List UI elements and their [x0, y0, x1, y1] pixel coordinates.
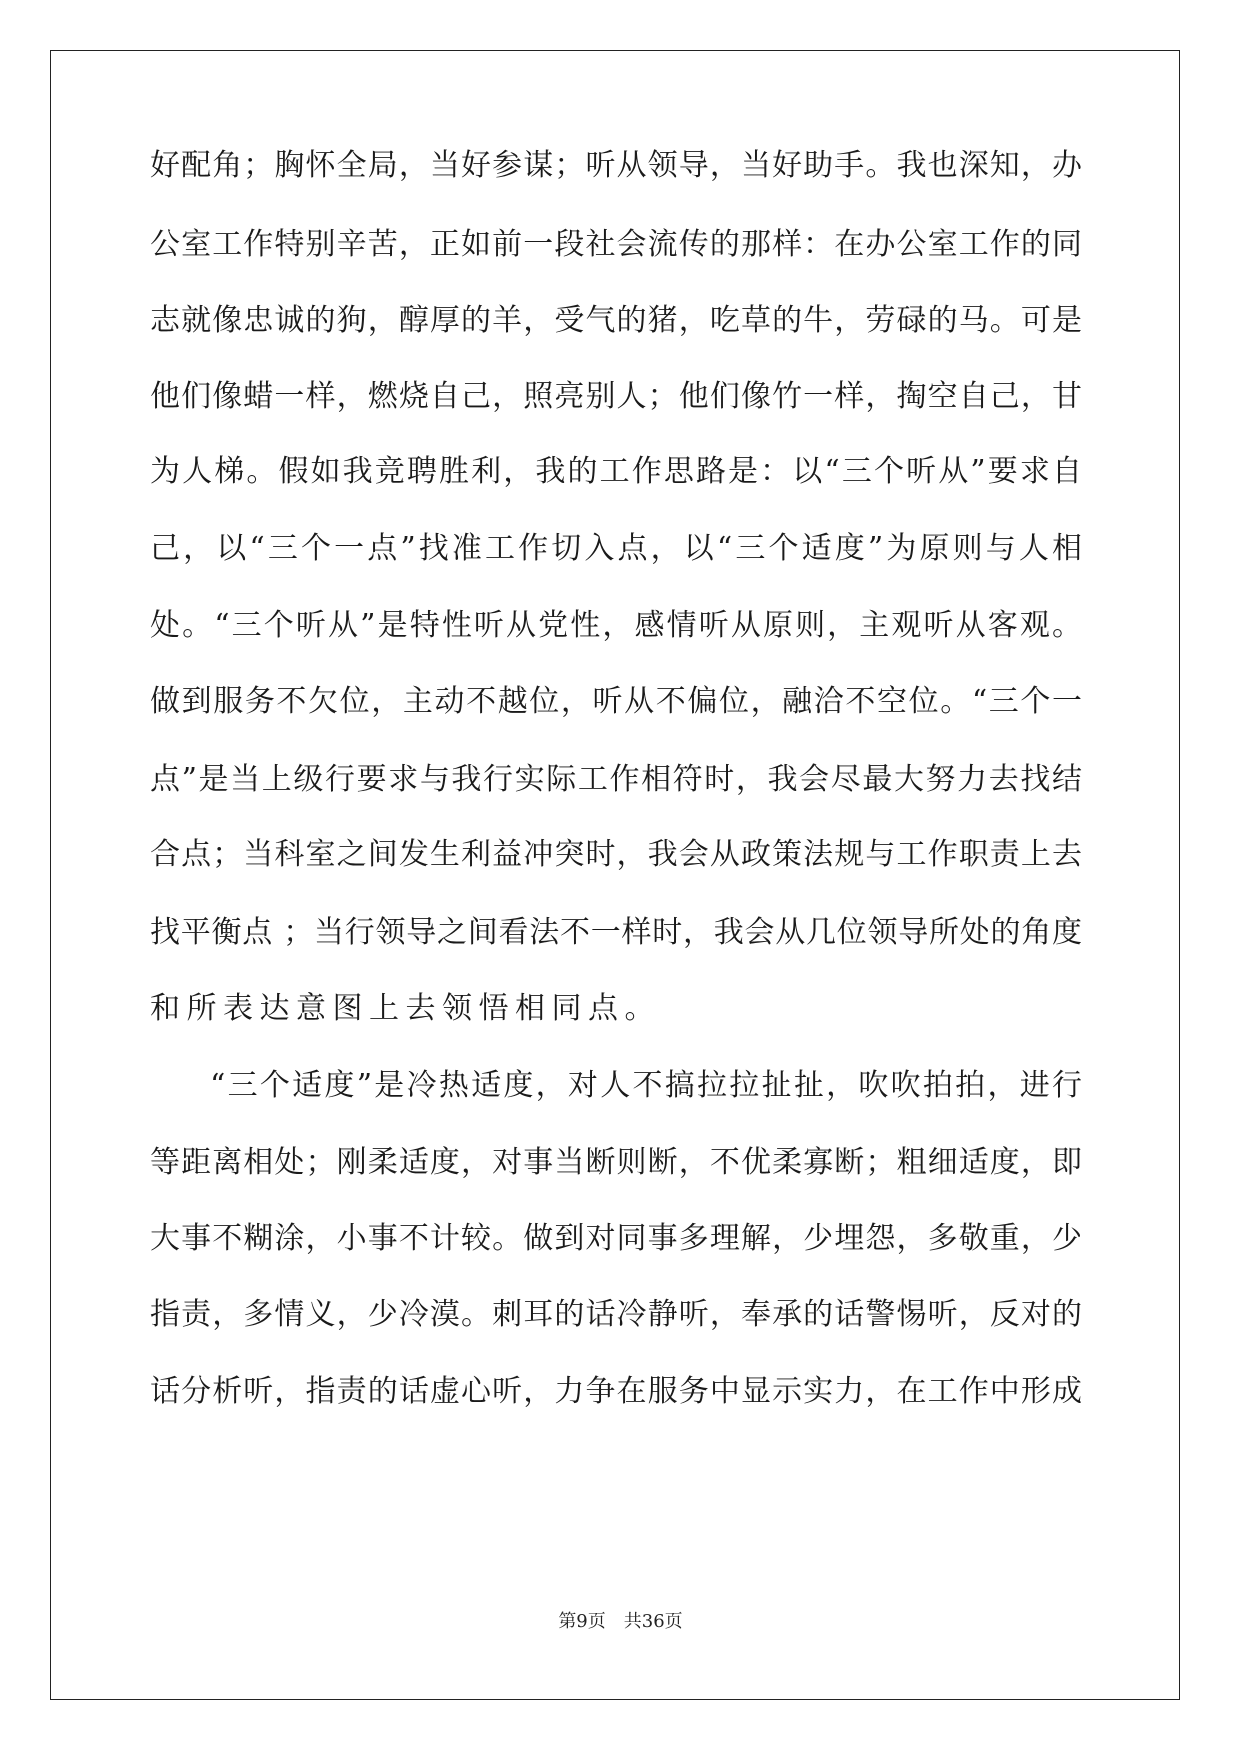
text-line: 找平衡点 ；当行领导之间看法不一样时，我会从几位领导所处的角度: [150, 915, 1082, 950]
text-line: 话分析听，指责的话虚心听，力争在服务中显示实力，在工作中形成: [150, 1374, 1082, 1409]
text-line: 和所表达意图上去领悟相同点。: [150, 991, 661, 1026]
page-number: 第9页 共36页: [558, 1611, 683, 1632]
text-line: 为人梯。假如我竞聘胜利，我的工作思路是：以“三个听从”要求自: [150, 454, 1082, 489]
text-line: 他们像蜡一样，燃烧自己，照亮别人；他们像竹一样，掏空自己，甘: [150, 379, 1082, 414]
text-line: 己，以“三个一点”找准工作切入点，以“三个适度”为原则与人相: [150, 531, 1082, 566]
text-line: 大事不糊涂，小事不计较。做到对同事多理解，少埋怨，多敬重，少: [150, 1221, 1082, 1256]
text-line: 指责，多情义，少冷漠。刺耳的话冷静听，奉承的话警惕听，反对的: [150, 1297, 1082, 1332]
text-line: 处。“三个听从”是特性听从党性，感情听从原则，主观听从客观。: [150, 608, 1082, 643]
text-line: 好配角；胸怀全局，当好参谋；听从领导，当好助手。我也深知，办: [150, 148, 1082, 183]
text-line: 点”是当上级行要求与我行实际工作相符时，我会尽最大努力去找结: [150, 762, 1082, 797]
text-line: 合点；当科室之间发生利益冲突时，我会从政策法规与工作职责上去: [150, 837, 1082, 872]
text-line: 志就像忠诚的狗，醇厚的羊，受气的猪，吃草的牛，劳碌的马。可是: [150, 303, 1082, 338]
text-line: 做到服务不欠位，主动不越位，听从不偏位，融洽不空位。“三个一: [150, 684, 1082, 719]
text-line: 等距离相处；刚柔适度，对事当断则断，不优柔寡断；粗细适度，即: [150, 1145, 1082, 1180]
text-line: 公室工作特别辛苦，正如前一段社会流传的那样：在办公室工作的同: [150, 227, 1082, 262]
text-line: “三个适度”是冷热适度，对人不搞拉拉扯扯，吹吹拍拍，进行: [210, 1068, 1082, 1103]
page-border: [50, 50, 1180, 1700]
